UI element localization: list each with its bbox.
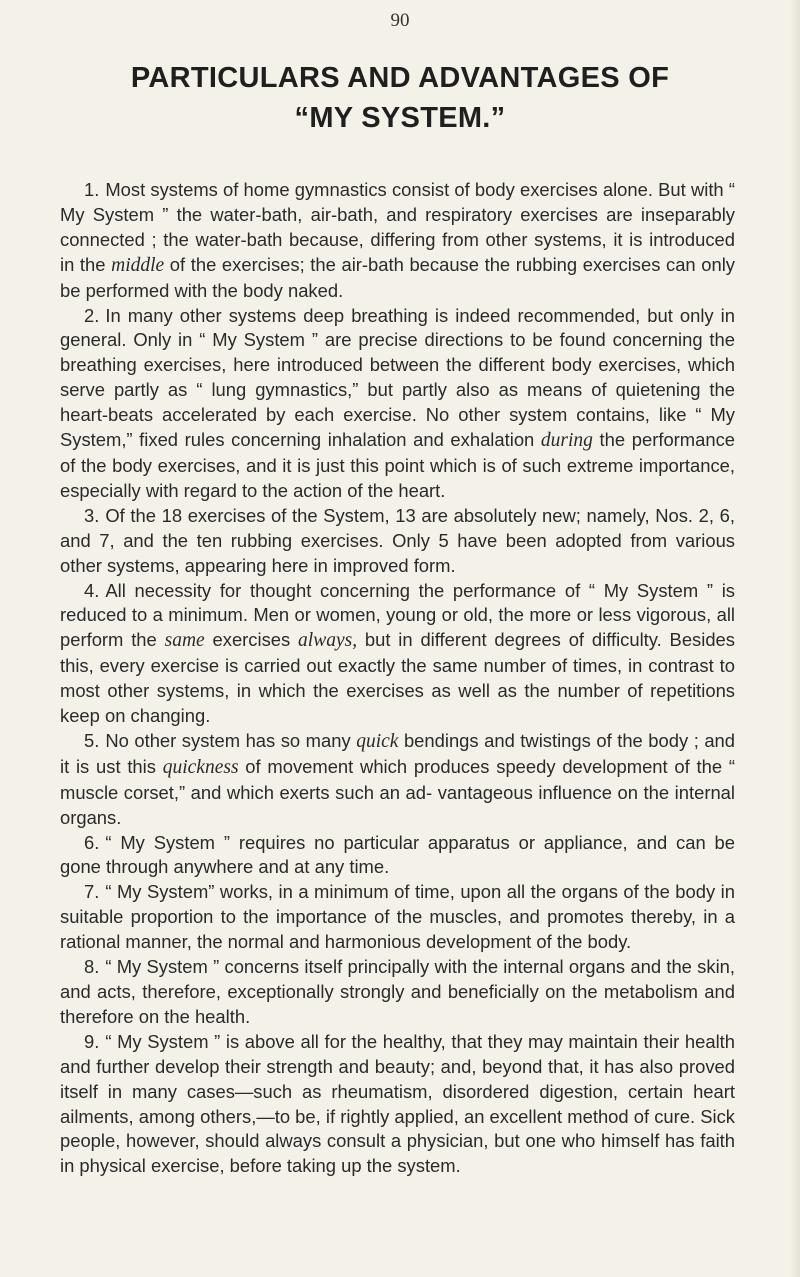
- title-line-1: PARTICULARS AND ADVANTAGES OF: [130, 62, 670, 94]
- paragraph-text: exercises: [204, 629, 299, 651]
- paragraph-number: 3.: [84, 504, 100, 526]
- paragraph-9: [60, 1030, 735, 1179]
- paragraph-text: All necessity for thought concerning the performance of “ My System ” is reduced to a minimum. Men or women, young or old, the more or less vigorous, all perform the: [60, 579, 735, 651]
- paragraph-text: but in different degrees of difficulty. Besides this, every exercise is carried out exactly the same number of times, in contrast to most other systems, in which the exercises as well as the number of repetitions keep on changing.: [60, 629, 735, 727]
- paragraph-number: 5.: [84, 729, 100, 751]
- paragraph-number: 4.: [84, 579, 100, 601]
- paragraph-number: 9.: [84, 1030, 100, 1052]
- paragraph-6: [60, 831, 735, 881]
- paragraph-text: the performance of the body exercises, and it is just this point which is of such extreme importance, especially with regard to the action of the heart.: [60, 429, 735, 501]
- paragraph-1: [60, 178, 735, 304]
- paragraph-number: 8.: [84, 956, 100, 978]
- body-text: [60, 178, 735, 1179]
- paragraph-4: [60, 579, 735, 729]
- paragraph-text: “ My System ” is above all for the healthy, that they may maintain their health and further develop their strength and beauty; and, beyond that, it has also proved itself in many cases—such as rheumatism, disordered digestion, certain heart ailments, among others,—to be, if rightly applied, an excellent method of cure. Sick people, however, should always consult a physician, but one who himself has faith in physical exercise, before taking up the system.: [60, 1030, 735, 1177]
- paragraph-2: [60, 304, 735, 504]
- paragraph-text: Of the 18 exercises of the System, 13 are absolutely new; namely, Nos. 2, 6, and 7, and the ten rubbing exercises. Only 5 have been adopted from various other systems, appearing here in improved form.: [60, 504, 735, 576]
- italic-text: during: [540, 430, 593, 452]
- italic-text: quick: [356, 730, 399, 752]
- page-edge-shadow: [790, 0, 800, 1277]
- italic-text: same: [164, 630, 205, 652]
- paragraph-text: In many other systems deep breathing is indeed recommended, but only in general. Only in “ My System ” are precise directions to be found concerning the breathing exercises, here introduced between the different body exercises, which serve partly as “ lung gymnastics,” but partly also as means of quietening the heart-beats accelerated by each exercise. No other system contains, like “ My System,” fixed rules concerning inhalation and exhalation: [60, 304, 735, 451]
- paragraph-text: of movement which produces speedy development of the “ muscle corset,” and which exerts such an ad- vantageous influence on the internal organs.: [60, 755, 735, 828]
- paragraph-number: 6.: [84, 831, 100, 853]
- italic-text: always,: [298, 630, 358, 652]
- paragraph-text: “ My System ” concerns itself principally with the internal organs and the skin, and acts, therefore, exceptionally strongly and beneficially on the metabolism and therefore on the health.: [60, 956, 735, 1027]
- paragraph-text: Most systems of home gymnastics consist of body exercises alone. But with “ My System ” the water-bath, air-bath, and respiratory exercises are inseparably connected ; the water-bath because, differing from other systems, it is introduced in the: [60, 179, 735, 275]
- page-number: 90: [390, 10, 410, 31]
- paragraph-3: [60, 504, 735, 579]
- paragraph-text: “ My System” works, in a minimum of time, upon all the organs of the body in suitable proportion to the importance of the muscles, and promotes thereby, in a rational manner, the normal and harmonious development of the body.: [60, 881, 735, 953]
- paragraph-text: bendings and twistings of the body ; and it is ust this: [60, 729, 736, 777]
- paragraph-text: of the exercises; the air-bath because the rubbing exercises can only be performed with the body naked.: [60, 253, 735, 301]
- paragraph-text: No other system has so many: [105, 729, 357, 751]
- paragraph-number: 2.: [84, 304, 100, 326]
- italic-text: quickness: [162, 756, 239, 778]
- paragraph-number: 7.: [84, 881, 100, 903]
- paragraph-8: [60, 955, 735, 1030]
- paragraph-text: “ My System ” requires no particular apparatus or appliance, and can be gone through anywhere and at any time.: [60, 831, 735, 878]
- page-title: [60, 58, 740, 138]
- title-line-2: “MY SYSTEM.”: [294, 102, 506, 134]
- italic-text: middle: [111, 254, 165, 276]
- paragraph-7: [60, 880, 735, 955]
- paragraph-number: 1.: [84, 179, 100, 200]
- paragraph-5: [60, 729, 735, 831]
